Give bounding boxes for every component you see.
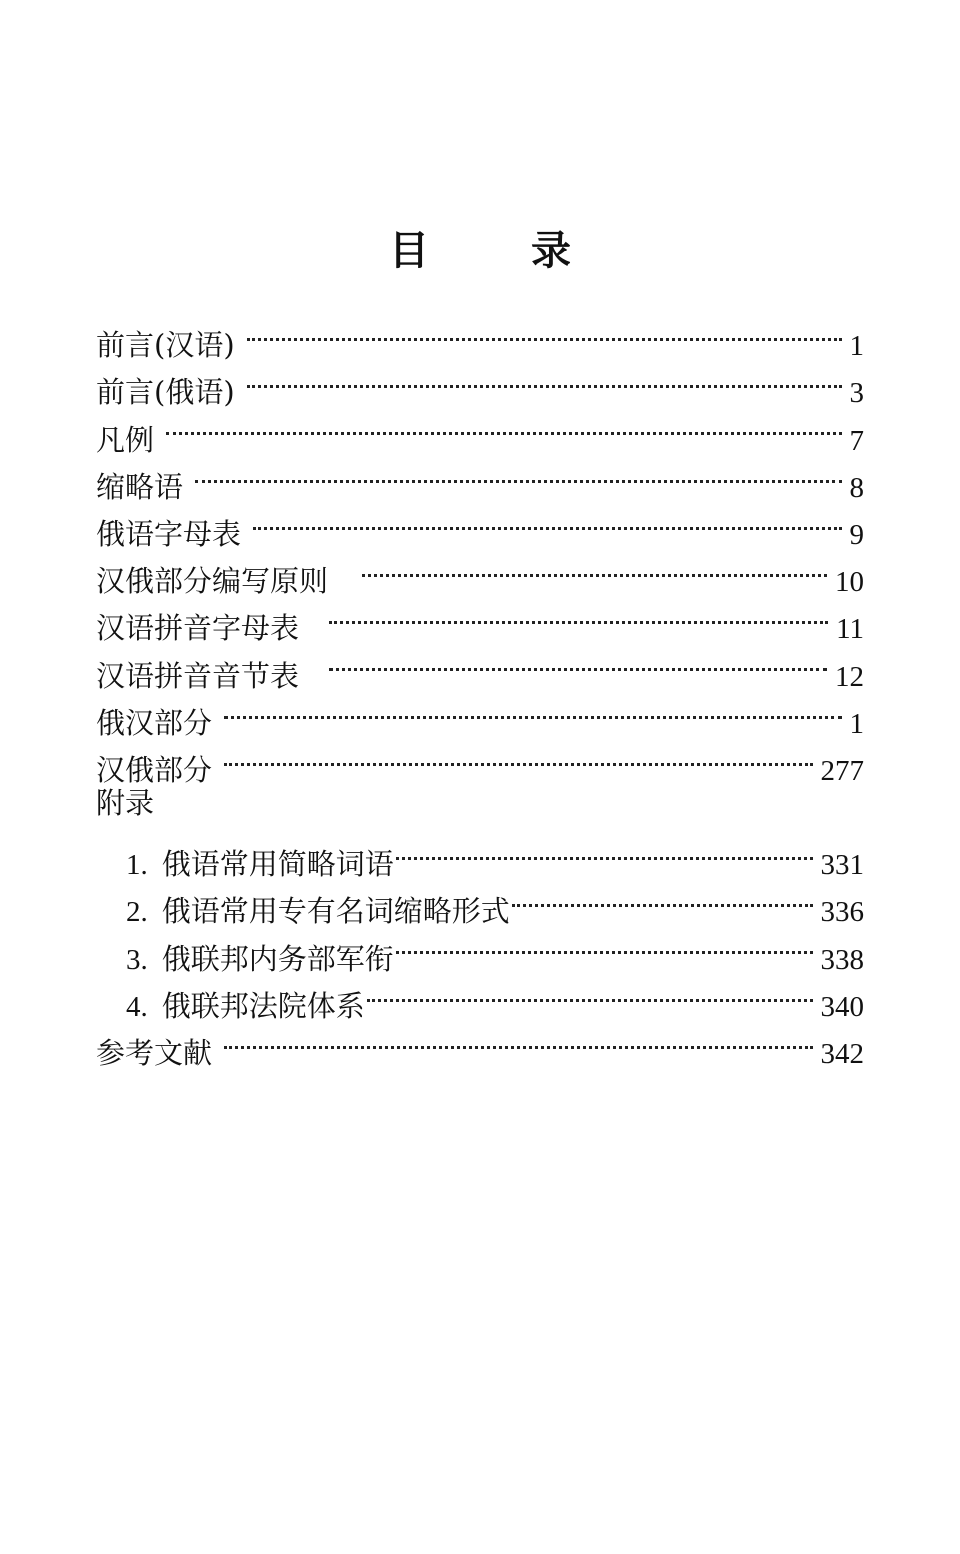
toc-item-number: 1. (126, 849, 148, 882)
toc-entry-label: 汉语拼音字母表 (96, 611, 300, 646)
toc-entry-label: 汉俄部分 (96, 752, 213, 787)
toc-entry-label: 附录 (96, 785, 155, 820)
toc-entry-label: 前言(汉语) (96, 328, 235, 363)
toc-entry-guide[interactable] (96, 402, 864, 457)
toc-entry-page: 342 (820, 1038, 864, 1070)
toc-entry-page: 10 (835, 566, 864, 599)
toc-item-number: 4. (126, 990, 148, 1023)
toc-entry-page: 7 (849, 424, 864, 457)
toc-entry-label: 俄语常用简略词语 (161, 847, 394, 882)
toc-leader-dots (512, 874, 813, 921)
toc-entry-label: 参考文献 (96, 1036, 213, 1070)
toc-entry-label: 俄汉部分 (96, 705, 213, 740)
toc-entry-page: 277 (820, 754, 864, 787)
toc-entry-preface-chinese[interactable] (96, 308, 864, 363)
toc-entry-page: 336 (820, 896, 864, 929)
toc-leader-dots (253, 497, 841, 544)
toc-entry-label: 俄联邦法院体系 (161, 988, 365, 1023)
toc-leader-dots (362, 544, 827, 591)
toc-leader-dots (224, 733, 812, 780)
toc-leader-dots (396, 921, 813, 968)
toc-item-number: 2. (126, 896, 148, 929)
toc-leader-dots (247, 355, 842, 402)
toc-entry-label: 俄语常用专有名词缩略形式 (161, 894, 510, 929)
toc-entry-page: 338 (820, 943, 864, 976)
toc-entry-page: 340 (820, 990, 864, 1023)
page-title: 目 录 (389, 227, 615, 274)
toc-entry-page: 1 (849, 330, 864, 363)
toc-entry-label: 汉语拼音音节表 (96, 658, 300, 693)
toc-entry-page: 12 (835, 660, 864, 693)
toc-leader-dots (247, 308, 842, 355)
toc-entry-label: 汉俄部分编写原则 (96, 564, 329, 599)
toc-leader-dots (396, 827, 813, 874)
table-of-contents (96, 308, 864, 1070)
toc-entry-page: 331 (820, 849, 864, 882)
toc-entry-russian-alphabet[interactable] (96, 497, 864, 551)
toc-leader-dots (329, 591, 828, 638)
toc-entry-page: 3 (849, 377, 864, 410)
toc-entry-page: 11 (836, 613, 864, 646)
toc-entry-label: 凡例 (96, 422, 155, 457)
toc-entry-page: 9 (849, 518, 864, 551)
toc-entry-abbreviations[interactable] (96, 450, 864, 504)
toc-entry-label: 前言(俄语) (96, 375, 235, 410)
toc-item-number: 3. (126, 943, 148, 976)
toc-leader-dots (224, 686, 841, 733)
toc-leader-dots (329, 638, 827, 685)
toc-entry-label: 俄联邦内务部军衔 (161, 941, 394, 976)
toc-appendix-item[interactable] (96, 827, 864, 882)
toc-leader-dots (195, 450, 841, 497)
toc-entry-label: 俄语字母表 (96, 516, 242, 551)
toc-entry-page: 8 (849, 471, 864, 504)
toc-leader-dots (166, 402, 841, 449)
toc-leader-dots (367, 969, 813, 1016)
toc-entry-label: 缩略语 (96, 469, 184, 504)
toc-entry-page: 1 (849, 707, 864, 740)
toc-leader-dots (224, 1016, 812, 1063)
